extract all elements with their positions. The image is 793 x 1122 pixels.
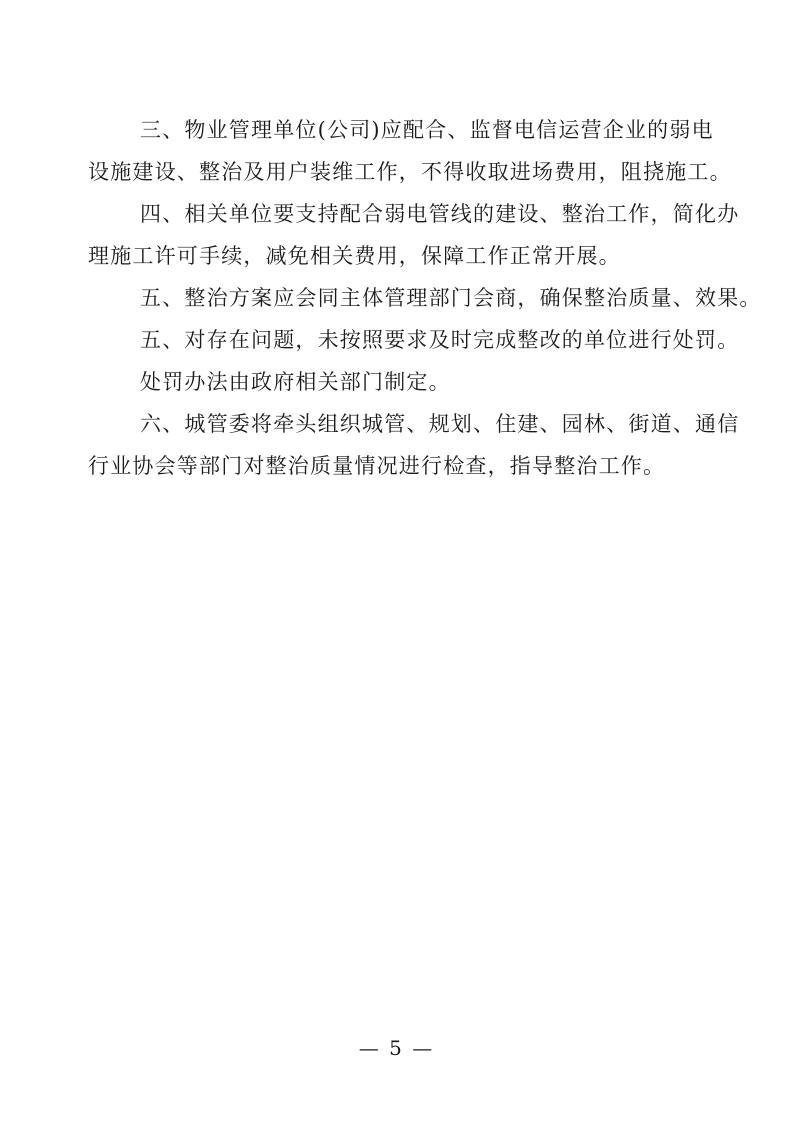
- paragraph-4-line-1: 四、相关单位要支持配合弱电管线的建设、整治工作，简化办: [140, 202, 740, 226]
- paragraph-6-line-2: 行业协会等部门对整治质量情况进行检查，指导整治工作。: [88, 454, 666, 478]
- paragraph-3-line-1: 三、物业管理单位(公司)应配合、监督电信运营企业的弱电: [140, 118, 714, 142]
- paragraph-3-line-2: 设施建设、整治及用户装维工作，不得收取进场费用，阻挠施工。: [88, 160, 732, 184]
- paragraph-5c-line-1: 处罚办法由政府相关部门制定。: [140, 370, 451, 394]
- paragraph-5a-line-1: 五、整治方案应会同主体管理部门会商，确保整治质量、效果。: [140, 286, 762, 310]
- paragraph-5b-line-1: 五、对存在问题，未按照要求及时完成整改的单位进行处罚。: [140, 328, 740, 352]
- page-number: — 5 —: [358, 1036, 435, 1060]
- paragraph-6-line-1: 六、城管委将牵头组织城管、规划、住建、园林、街道、通信: [140, 412, 740, 436]
- paragraph-4-line-2: 理施工许可手续，减免相关费用，保障工作正常开展。: [88, 244, 621, 268]
